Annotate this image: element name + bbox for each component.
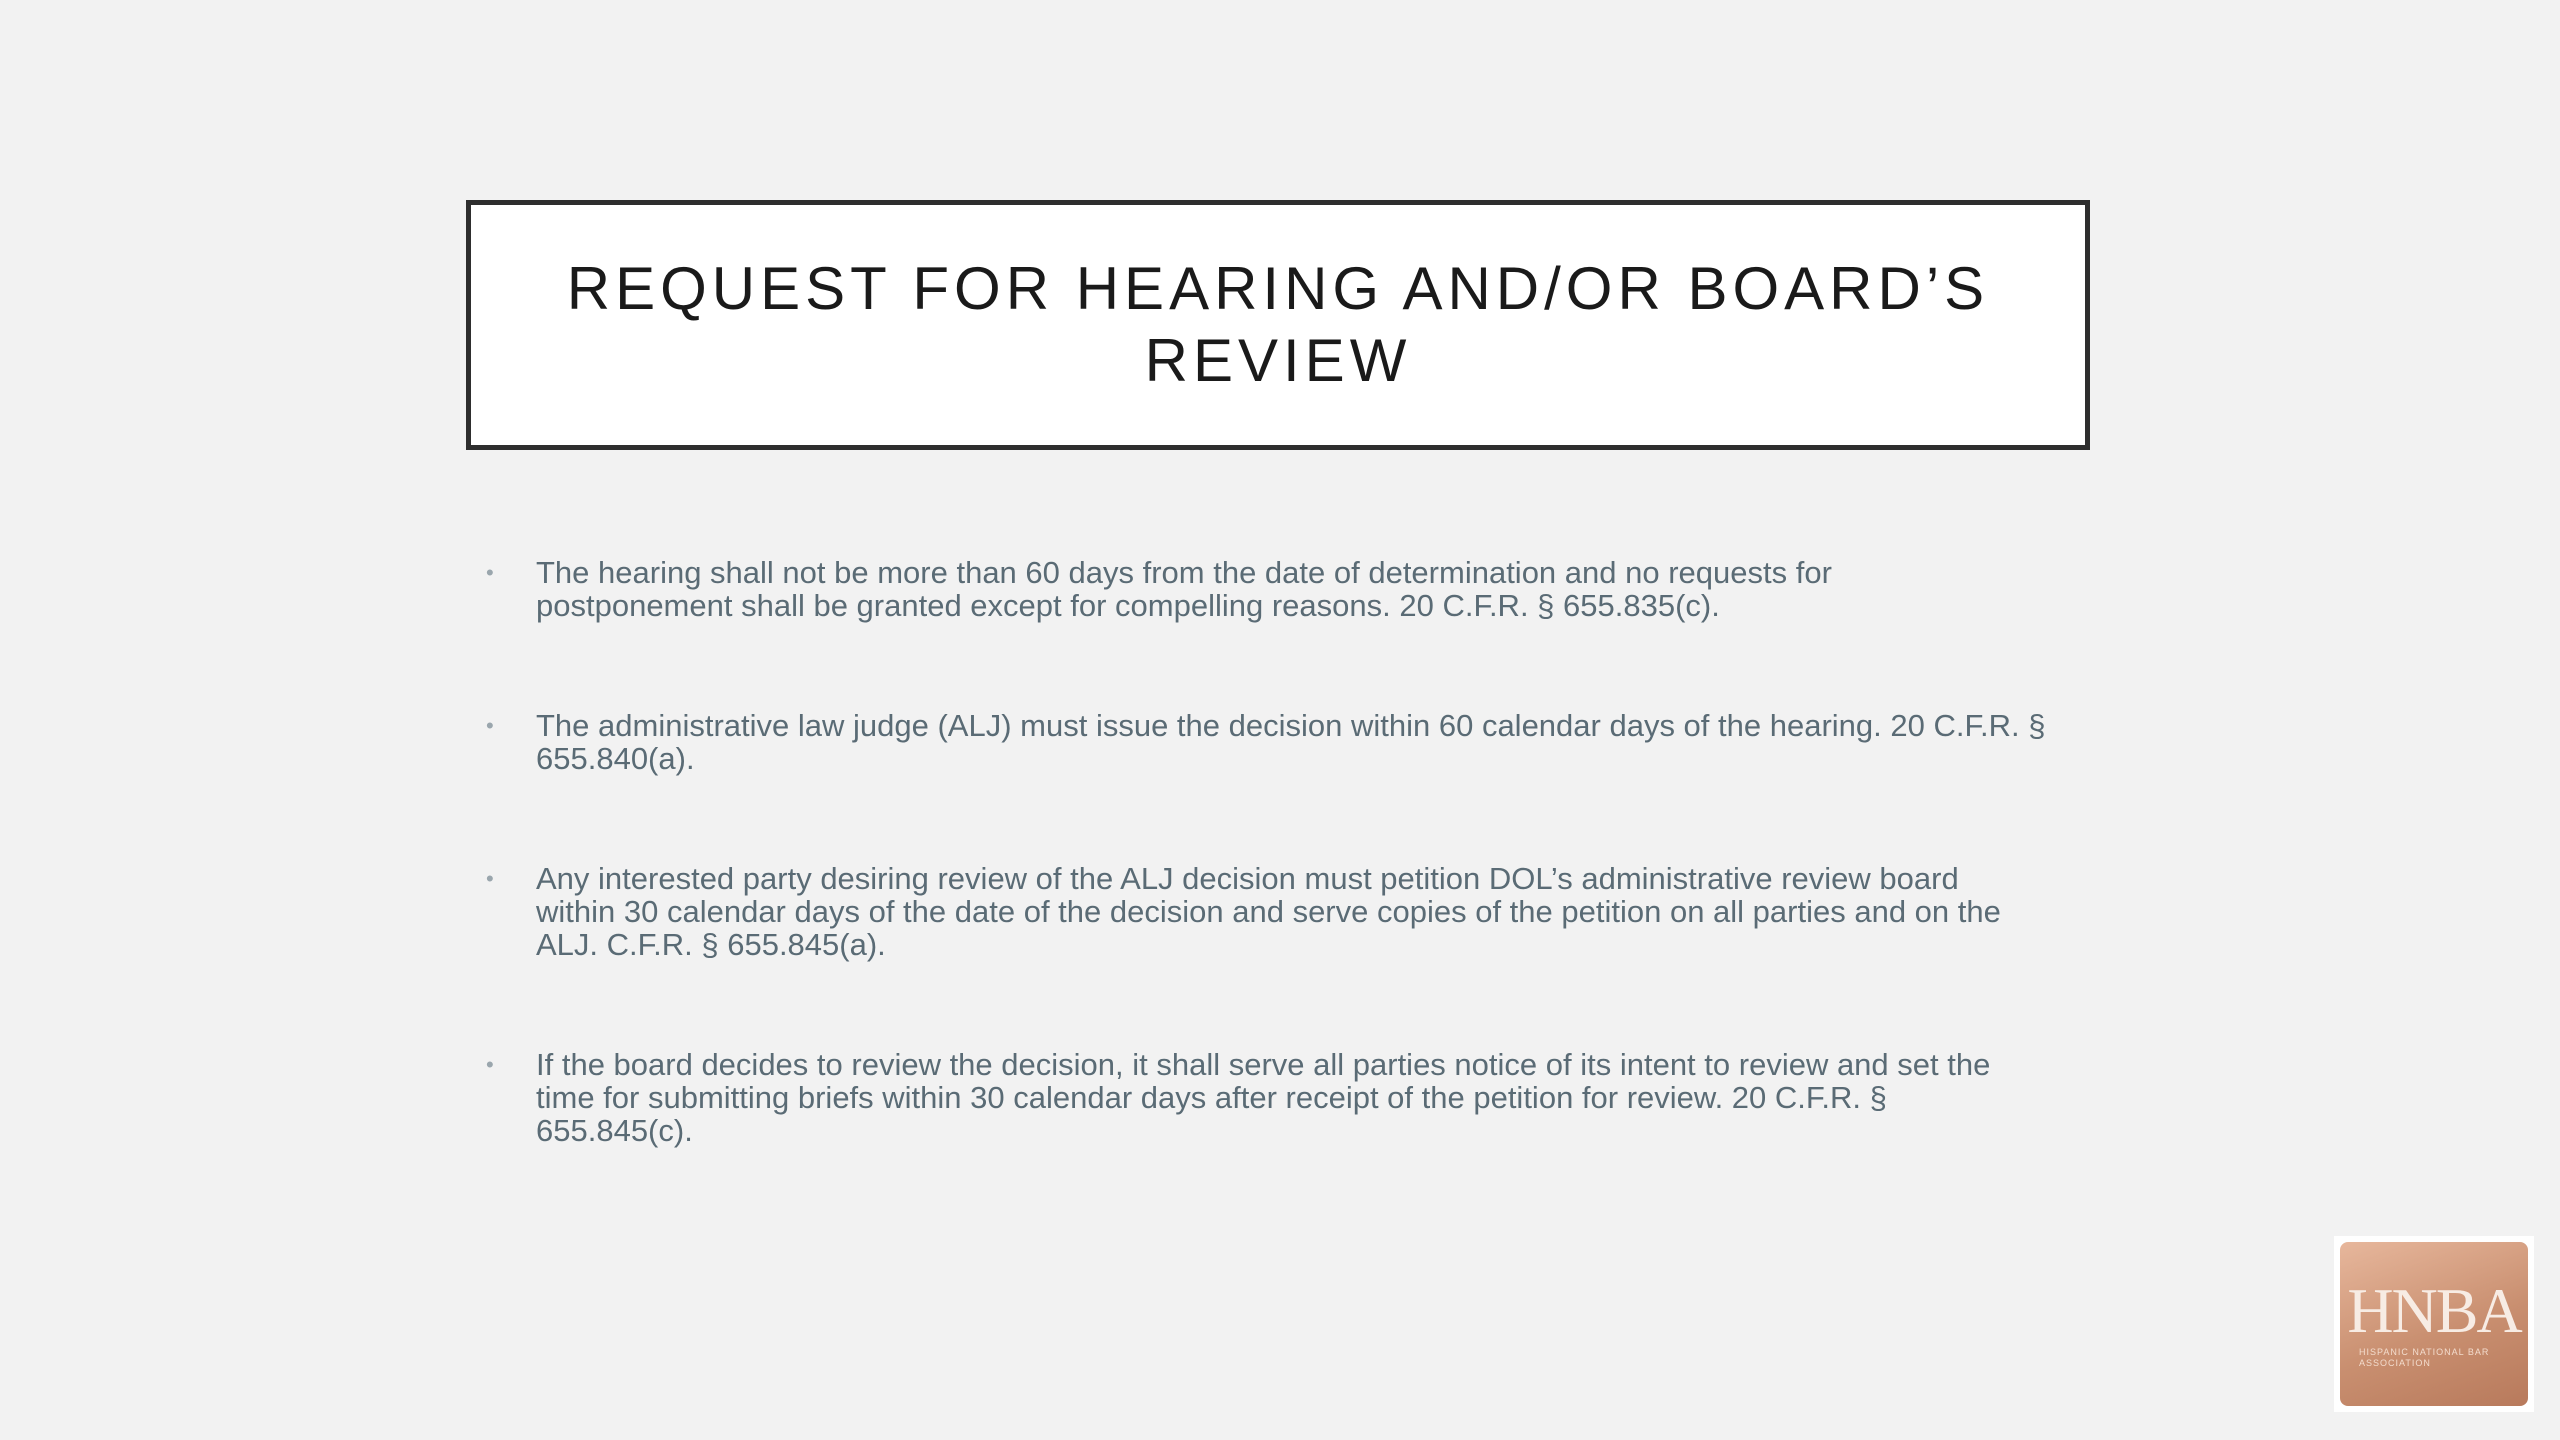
slide-title-line: REQUEST FOR HEARING AND/OR BOARD’S — [566, 255, 1990, 322]
slide-title-line: REVIEW — [1144, 327, 1412, 394]
bullet-line: ALJ. C.F.R. § 655.845(a). — [536, 927, 886, 962]
bullet-marker: • — [486, 713, 494, 738]
bullet-marker: • — [486, 866, 494, 891]
slide-title — [518, 253, 2038, 397]
bullet-line: within 30 calendar days of the date of the decision and serve copies of the petition on all parties and on the — [536, 894, 2001, 929]
bullet-line: time for submitting briefs within 30 calendar days after receipt of the petition for review. 20 C.F.R. § — [536, 1080, 1887, 1115]
title-box — [466, 200, 2090, 450]
logo-badge — [2340, 1242, 2528, 1406]
bullet-marker: • — [486, 1052, 494, 1077]
bullet-line: The hearing shall not be more than 60 days from the date of determination and no requests for — [536, 555, 1832, 590]
bullet-line: postponement shall be granted except for compelling reasons. 20 C.F.R. § 655.835(c). — [536, 588, 1720, 623]
bullet-line: The administrative law judge (ALJ) must issue the decision within 60 calendar days of the hearing. 20 C.F.R. § — [536, 708, 2046, 743]
bullet-item — [480, 1048, 2060, 1147]
bullet-text — [536, 556, 2056, 622]
bullet-line: Any interested party desiring review of the ALJ decision must petition DOL’s administrative review board — [536, 861, 1959, 896]
logo-wordmark: HNBA — [2347, 1275, 2521, 1346]
bullet-text — [536, 862, 2056, 961]
hnba-logo — [2334, 1236, 2534, 1412]
bullet-line: 655.845(c). — [536, 1113, 693, 1148]
bullet-item — [480, 709, 2060, 775]
logo-subtext: HISPANIC NATIONAL BAR ASSOCIATION — [2359, 1347, 2490, 1368]
bullet-marker: • — [486, 560, 494, 585]
bullet-line: 655.840(a). — [536, 741, 695, 776]
bullet-item — [480, 862, 2060, 961]
bullet-text — [536, 1048, 2056, 1147]
bullet-item — [480, 556, 2060, 622]
bullet-line: If the board decides to review the decision, it shall serve all parties notice of its intent to review and set the — [536, 1047, 1991, 1082]
bullet-text — [536, 709, 2056, 775]
